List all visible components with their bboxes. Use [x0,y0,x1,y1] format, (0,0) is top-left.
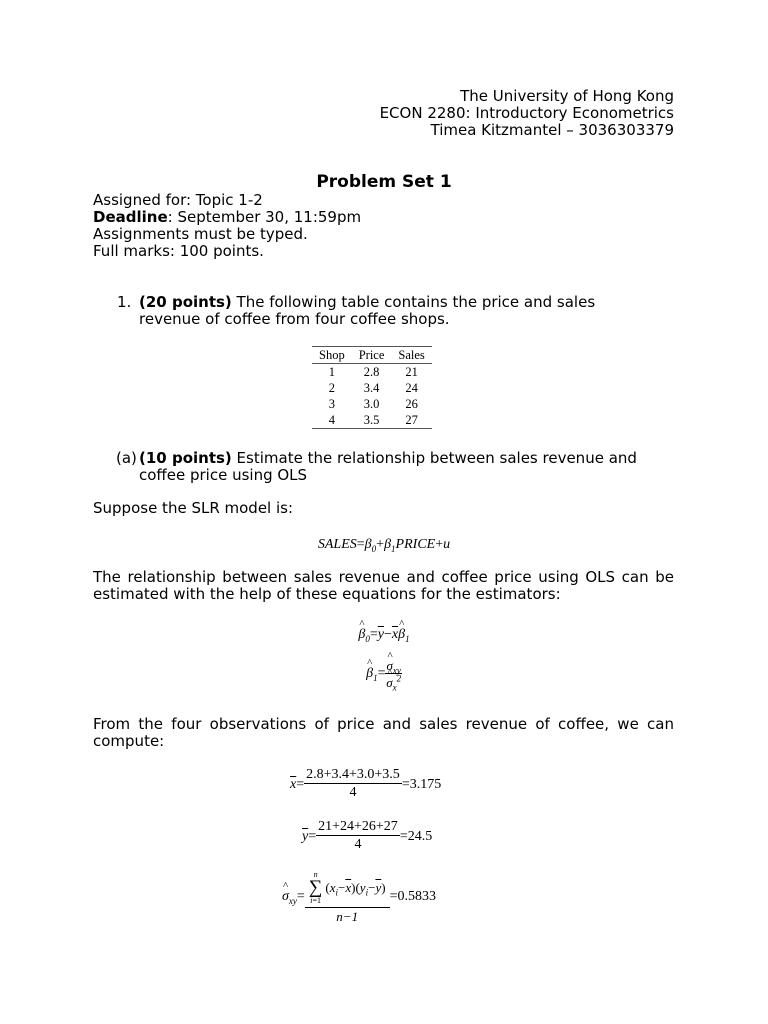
beta-symbol: β [364,537,372,552]
part-a-line-1 [139,450,637,467]
table-row [312,364,432,381]
course-title: ECON 2280: Introductory Econometrics [379,104,674,122]
eq-lhs: SALES [317,537,357,552]
table-cell: 26 [405,397,418,411]
deadline-value: : September 30, 11:59pm [167,208,362,226]
table-cell: 4 [328,413,335,427]
eq-subscript: 0 [371,543,377,554]
xbar-denominator: 4 [349,785,357,800]
table-cell: 3.0 [363,397,380,411]
table-row [312,396,432,412]
deadline-label: Deadline [93,208,168,226]
table-header: Shop [319,348,345,362]
ols-paragraph: The relationship between sales revenue and coffee price using OLS can be estimated with the help of these equations for the estimators: [93,568,674,603]
sigma-denominator: n−1 [336,909,359,924]
slr-intro: Suppose the SLR model is: [93,499,294,517]
coffee-table [312,346,432,429]
question-number: 1. [117,293,132,311]
student-name: Timea Kitzmantel – 3036303379 [430,121,674,139]
page-title: Problem Set 1 [316,172,452,192]
part-a-line-2: coffee price using OLS [139,466,308,484]
table-cell: 3 [328,397,335,411]
table-cell: 2 [328,381,335,395]
xbar-equation: $\overline{x}=$ $\frac{2.8+3.4+3.0+3.5}{4}$ =3.175 [290,767,442,800]
question-points: (20 points) [139,293,232,311]
model-equation: $SALES=\beta_0+\beta_1PRICE+u$ [317,537,451,554]
eq-subscript: 1 [391,543,396,554]
question-line-1 [139,294,595,311]
eq-price: PRICE [395,537,436,552]
part-a-text-1: Estimate the relationship between sales revenue and [231,449,637,467]
ybar-denominator: 4 [354,837,362,852]
table-cell: 1 [328,365,335,379]
assigned-line: Assigned for: Topic 1-2 [93,191,263,209]
table-row [312,412,432,429]
table-header: Price [358,348,385,362]
sigma-xy-equation: ^ $\sigma_{xy}=$ n ∑ i=1 $(x_i-\overline{x})(y_i-\overline{y})$ n−1 =0.5833 [282,870,436,924]
question-text-1: The following table contains the price and sales [231,293,596,311]
table-cell: 2.8 [363,365,380,379]
eq-error: u [443,537,451,552]
table-cell: 3.5 [363,413,380,427]
ybar-result: =24.5 [399,829,433,844]
marks-note: Full marks: 100 points. [93,242,264,260]
ybar-numerator: 21+24+26+27 [318,819,398,834]
question-line-2: revenue of coffee from four coffee shops. [139,310,450,328]
summation-symbol: n ∑ i=1 [308,870,323,905]
compute-paragraph: From the four observations of price and sales revenue of coffee, we can compute: [93,715,674,750]
table-cell: 27 [405,413,418,427]
ybar-equation: $\overline{y}=$ $\frac{21+24+26+27}{4}$ =24.5 [302,819,433,852]
coffee-table-wrap [312,346,432,429]
part-a-label: (a) [116,449,137,467]
xbar-result: =3.175 [401,777,442,792]
table-cell: 24 [405,381,418,395]
table-row [312,380,432,396]
table-header-row [312,347,432,364]
deadline-line [93,209,361,226]
beta1-equation: ^ $\beta_1=$ ^ $\sigma_{xy}$ ^ $\sigma_x^2$ [0,658,768,690]
beta0-equation: ^ $\beta_0=\overline{y}-\overline{x}\^{}$ $\beta_1$ [0,624,768,643]
sigma-result: =0.5833 [389,889,436,904]
typed-note: Assignments must be typed. [93,225,308,243]
beta-symbol: β [384,537,392,552]
table-cell: 3.4 [363,381,380,395]
part-a-points: (10 points) [139,449,232,467]
university-name: The University of Hong Kong [460,87,674,105]
table-header: Sales [398,348,425,362]
xbar-numerator: 2.8+3.4+3.0+3.5 [306,767,400,782]
table-cell: 21 [405,365,418,379]
